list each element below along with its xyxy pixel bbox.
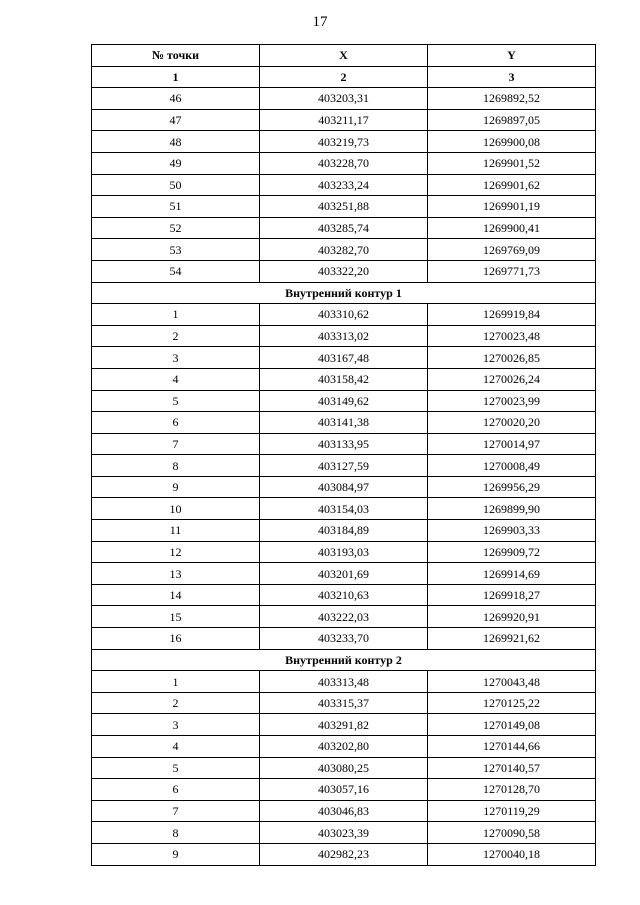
y-cell: 1269914,69 (428, 563, 596, 585)
section-title: Внутренний контур 2 (92, 649, 596, 671)
y-cell: 1269900,08 (428, 131, 596, 153)
table-row (92, 541, 596, 563)
y-cell: 1270140,57 (428, 757, 596, 779)
point-number-cell: 16 (92, 628, 260, 650)
table-row (92, 196, 596, 218)
point-number-cell: 8 (92, 455, 260, 477)
x-cell: 403084,97 (260, 476, 428, 498)
table-row (92, 671, 596, 693)
point-number-cell: 15 (92, 606, 260, 628)
x-cell: 403228,70 (260, 152, 428, 174)
point-number-cell: 14 (92, 584, 260, 606)
x-cell: 403285,74 (260, 217, 428, 239)
point-number-cell: 10 (92, 498, 260, 520)
y-cell: 1270043,48 (428, 671, 596, 693)
table-row (92, 109, 596, 131)
table-row (92, 412, 596, 434)
section-title-row (92, 282, 596, 304)
point-number-cell: 7 (92, 433, 260, 455)
table-row (92, 520, 596, 542)
table-row (92, 217, 596, 239)
x-cell: 403313,02 (260, 325, 428, 347)
table-row (92, 239, 596, 261)
y-cell: 1269956,29 (428, 476, 596, 498)
x-cell: 403167,48 (260, 347, 428, 369)
column-number: 3 (428, 66, 596, 88)
y-cell: 1270023,99 (428, 390, 596, 412)
section-title-row (92, 649, 596, 671)
table-row (92, 260, 596, 282)
table-row (92, 736, 596, 758)
x-cell: 403291,82 (260, 714, 428, 736)
table-header (92, 45, 596, 88)
y-cell: 1269909,72 (428, 541, 596, 563)
x-cell: 403233,24 (260, 174, 428, 196)
header-y: Y (428, 45, 596, 67)
point-number-cell: 46 (92, 88, 260, 110)
y-cell: 1270144,66 (428, 736, 596, 758)
point-number-cell: 8 (92, 822, 260, 844)
point-number-cell: 3 (92, 347, 260, 369)
table-row (92, 304, 596, 326)
table-row (92, 88, 596, 110)
page-number: 17 (312, 14, 328, 30)
x-cell: 403184,89 (260, 520, 428, 542)
point-number-cell: 7 (92, 800, 260, 822)
point-number-cell: 12 (92, 541, 260, 563)
y-cell: 1270090,58 (428, 822, 596, 844)
y-cell: 1269921,62 (428, 628, 596, 650)
y-cell: 1269901,19 (428, 196, 596, 218)
table-row (92, 368, 596, 390)
point-number-cell: 13 (92, 563, 260, 585)
x-cell: 403154,03 (260, 498, 428, 520)
x-cell: 403322,20 (260, 260, 428, 282)
point-number-cell: 53 (92, 239, 260, 261)
y-cell: 1269899,90 (428, 498, 596, 520)
coordinates-table (91, 44, 596, 866)
point-number-cell: 47 (92, 109, 260, 131)
x-cell: 403149,62 (260, 390, 428, 412)
header-row (92, 45, 596, 67)
table-row (92, 822, 596, 844)
x-cell: 403211,17 (260, 109, 428, 131)
x-cell: 403133,95 (260, 433, 428, 455)
y-cell: 1270149,08 (428, 714, 596, 736)
table-row (92, 390, 596, 412)
table-row (92, 476, 596, 498)
table-body (92, 88, 596, 865)
x-cell: 403141,38 (260, 412, 428, 434)
y-cell: 1270026,85 (428, 347, 596, 369)
point-number-cell: 2 (92, 692, 260, 714)
y-cell: 1269920,91 (428, 606, 596, 628)
x-cell: 403202,80 (260, 736, 428, 758)
y-cell: 1270023,48 (428, 325, 596, 347)
point-number-cell: 6 (92, 412, 260, 434)
y-cell: 1269892,52 (428, 88, 596, 110)
y-cell: 1269901,62 (428, 174, 596, 196)
x-cell: 403315,37 (260, 692, 428, 714)
x-cell: 403203,31 (260, 88, 428, 110)
table-row (92, 779, 596, 801)
table-row (92, 757, 596, 779)
x-cell: 403023,39 (260, 822, 428, 844)
x-cell: 403210,63 (260, 584, 428, 606)
table-row (92, 347, 596, 369)
point-number-cell: 2 (92, 325, 260, 347)
y-cell: 1269901,52 (428, 152, 596, 174)
point-number-cell: 4 (92, 368, 260, 390)
y-cell: 1269918,27 (428, 584, 596, 606)
table-row (92, 498, 596, 520)
point-number-cell: 49 (92, 152, 260, 174)
section-title: Внутренний контур 1 (92, 282, 596, 304)
table-row (92, 584, 596, 606)
header-x: X (260, 45, 428, 67)
table-row (92, 800, 596, 822)
point-number-cell: 9 (92, 476, 260, 498)
x-cell: 402982,23 (260, 843, 428, 865)
table-row (92, 606, 596, 628)
x-cell: 403313,48 (260, 671, 428, 693)
point-number-cell: 4 (92, 736, 260, 758)
x-cell: 403046,83 (260, 800, 428, 822)
table-row (92, 131, 596, 153)
y-cell: 1270040,18 (428, 843, 596, 865)
x-cell: 403310,62 (260, 304, 428, 326)
point-number-cell: 52 (92, 217, 260, 239)
x-cell: 403057,16 (260, 779, 428, 801)
point-number-cell: 51 (92, 196, 260, 218)
x-cell: 403219,73 (260, 131, 428, 153)
table-row (92, 563, 596, 585)
y-cell: 1270125,22 (428, 692, 596, 714)
table-row (92, 455, 596, 477)
x-cell: 403282,70 (260, 239, 428, 261)
x-cell: 403158,42 (260, 368, 428, 390)
x-cell: 403251,88 (260, 196, 428, 218)
point-number-cell: 5 (92, 390, 260, 412)
table-row (92, 433, 596, 455)
point-number-cell: 50 (92, 174, 260, 196)
y-cell: 1269771,73 (428, 260, 596, 282)
x-cell: 403127,59 (260, 455, 428, 477)
point-number-cell: 6 (92, 779, 260, 801)
table-row (92, 692, 596, 714)
y-cell: 1270008,49 (428, 455, 596, 477)
y-cell: 1269769,09 (428, 239, 596, 261)
y-cell: 1270128,70 (428, 779, 596, 801)
y-cell: 1269919,84 (428, 304, 596, 326)
table-row (92, 325, 596, 347)
point-number-cell: 9 (92, 843, 260, 865)
table-row (92, 843, 596, 865)
x-cell: 403222,03 (260, 606, 428, 628)
point-number-cell: 11 (92, 520, 260, 542)
y-cell: 1269897,05 (428, 109, 596, 131)
x-cell: 403080,25 (260, 757, 428, 779)
y-cell: 1270026,24 (428, 368, 596, 390)
point-number-cell: 54 (92, 260, 260, 282)
point-number-cell: 5 (92, 757, 260, 779)
y-cell: 1270119,29 (428, 800, 596, 822)
x-cell: 403201,69 (260, 563, 428, 585)
y-cell: 1269903,33 (428, 520, 596, 542)
point-number-cell: 1 (92, 671, 260, 693)
table-row (92, 152, 596, 174)
y-cell: 1270014,97 (428, 433, 596, 455)
header-point-number: № точки (92, 45, 260, 67)
x-cell: 403193,03 (260, 541, 428, 563)
y-cell: 1270020,20 (428, 412, 596, 434)
table-row (92, 714, 596, 736)
point-number-cell: 3 (92, 714, 260, 736)
column-number: 2 (260, 66, 428, 88)
point-number-cell: 48 (92, 131, 260, 153)
column-number: 1 (92, 66, 260, 88)
table-row (92, 174, 596, 196)
column-number-row (92, 66, 596, 88)
x-cell: 403233,70 (260, 628, 428, 650)
table-row (92, 628, 596, 650)
y-cell: 1269900,41 (428, 217, 596, 239)
point-number-cell: 1 (92, 304, 260, 326)
